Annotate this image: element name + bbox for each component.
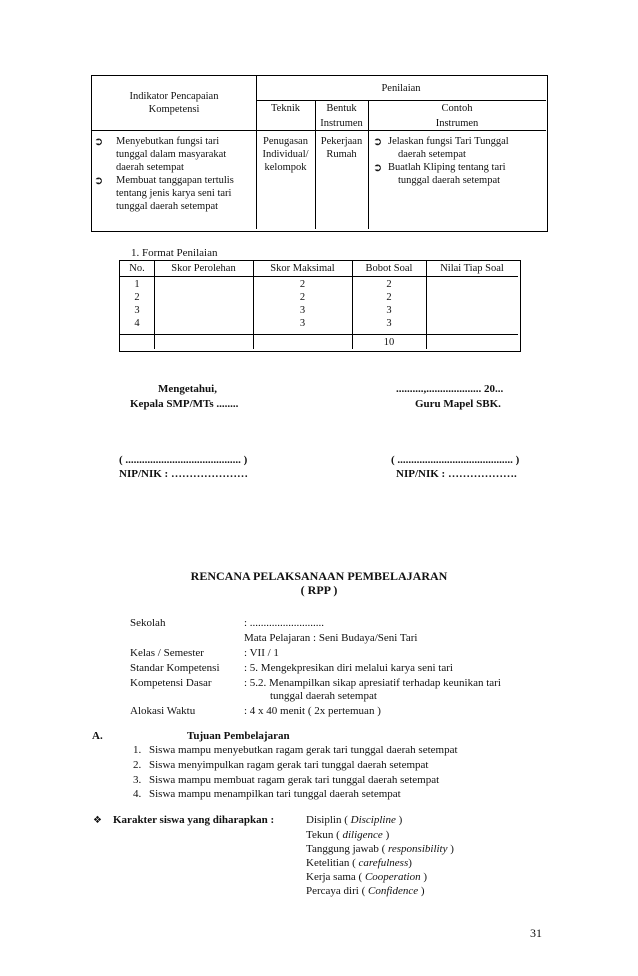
identity-label: Kelas / Semester — [130, 647, 204, 659]
identity-value: : ........................... — [244, 617, 325, 629]
identity-value: tunggal daerah setempat — [270, 690, 377, 702]
col-header-nilai: Nilai Tiap Soal — [440, 263, 504, 274]
bobot-column: 2 2 3 3 — [386, 279, 392, 329]
format-table — [119, 260, 521, 352]
teknik-cell: Penugasan Individual/ kelompok — [262, 136, 309, 173]
list-item: Kerja sama ( Cooperation ) — [306, 871, 427, 883]
arrow-bullet-icon: ➲ — [373, 161, 383, 174]
indicator-2: Membuat tanggapan tertulis tentang jenis karya seni tari tunggal daerah setempat — [116, 175, 234, 212]
bentuk-cell: Pekerjaan Rumah — [320, 136, 363, 160]
arrow-bullet-icon: ➲ — [94, 135, 104, 148]
identity-value: : 4 x 40 menit ( 2x pertemuan ) — [244, 705, 381, 717]
total-bobot: 10 — [383, 337, 395, 348]
list-item: Percaya diri ( Confidence ) — [306, 885, 425, 897]
col-header-bobot-soal: Bobot Soal — [365, 263, 413, 274]
section-letter: A. — [92, 730, 103, 742]
sign-left-line1: Mengetahui, — [158, 383, 217, 395]
section-title: Tujuan Pembelajaran — [187, 730, 290, 742]
list-item: 2. Siswa menyimpulkan ragam gerak tari tunggal daerah setempat — [133, 759, 429, 771]
contoh-2: Buatlah Kliping tentang tari tunggal daerah setempat — [388, 162, 506, 186]
identity-value: : 5. Mengekpresikan diri melalui karya seni tari — [244, 662, 453, 674]
header-contoh: Contoh Instrumen — [435, 103, 479, 129]
identity-value: : VII / 1 — [244, 647, 279, 659]
sign-right-nip: NIP/NIK : ………………. — [396, 468, 517, 480]
list-item: 3. Siswa mampu membuat ragam gerak tari tunggal daerah setempat — [133, 774, 440, 786]
format-title: 1. Format Penilaian — [131, 247, 218, 259]
no-column: 1 2 3 4 — [134, 279, 140, 329]
identity-label: Sekolah — [130, 617, 166, 629]
sign-right-line1: ..........,.................... 20... — [396, 383, 504, 395]
arrow-bullet-icon: ➲ — [94, 174, 104, 187]
header-indicator: Indikator Pencapaian Kompetensi — [129, 91, 219, 115]
arrow-bullet-icon: ➲ — [373, 135, 383, 148]
identity-label: Kompetensi Dasar — [130, 677, 212, 689]
assessment-table — [91, 75, 548, 232]
list-item: Ketelitian ( carefulness) — [306, 857, 412, 869]
col-header-skor-maksimal: Skor Maksimal — [270, 263, 335, 274]
sign-right-line2: Guru Mapel SBK. — [415, 398, 501, 410]
identity-value: : 5.2. Menampilkan sikap apresiatif terhadap keunikan tari — [244, 677, 501, 689]
karakter-label: Karakter siswa yang diharapkan : — [113, 814, 275, 826]
list-item: Tanggung jawab ( responsibility ) — [306, 843, 454, 855]
list-item: Disiplin ( Discipline ) — [306, 814, 403, 826]
list-item: Tekun ( diligence ) — [306, 829, 390, 841]
list-item: 1. Siswa mampu menyebutkan ragam gerak tari tunggal daerah setempat — [133, 744, 458, 756]
identity-value: Mata Pelajaran : Seni Budaya/Seni Tari — [244, 632, 418, 644]
identity-label: Standar Kompetensi — [130, 662, 220, 674]
sign-left-line2: Kepala SMP/MTs ........ — [130, 398, 239, 410]
contoh-1: Jelaskan fungsi Tari Tunggal daerah setempat — [388, 136, 509, 160]
sign-left-name: ( .......................................... ) — [119, 454, 248, 466]
sign-right-name: ( .......................................... ) — [391, 454, 520, 466]
header-penilaian: Penilaian — [381, 83, 421, 94]
col-header-skor-perolehan: Skor Perolehan — [171, 263, 236, 274]
sign-left-nip: NIP/NIK : ………………… — [119, 468, 248, 480]
skor-maksimal-column: 2 2 3 3 — [299, 279, 306, 329]
col-header-no: No. — [129, 263, 145, 274]
rpp-subtitle: ( RPP ) — [300, 583, 338, 597]
diamond-bullet-icon: ❖ — [93, 815, 102, 826]
header-teknik: Teknik — [270, 103, 300, 114]
rpp-title: RENCANA PELAKSANAAN PEMBELAJARAN — [190, 569, 448, 583]
indicator-1: Menyebutkan fungsi tari tunggal dalam masyarakat daerah setempat — [116, 136, 227, 173]
page-number: 31 — [530, 926, 542, 940]
identity-label: Alokasi Waktu — [130, 705, 196, 717]
header-bentuk: Bentuk Instrumen — [320, 103, 363, 129]
list-item: 4. Siswa mampu menampilkan tari tunggal daerah setempat — [133, 788, 401, 800]
